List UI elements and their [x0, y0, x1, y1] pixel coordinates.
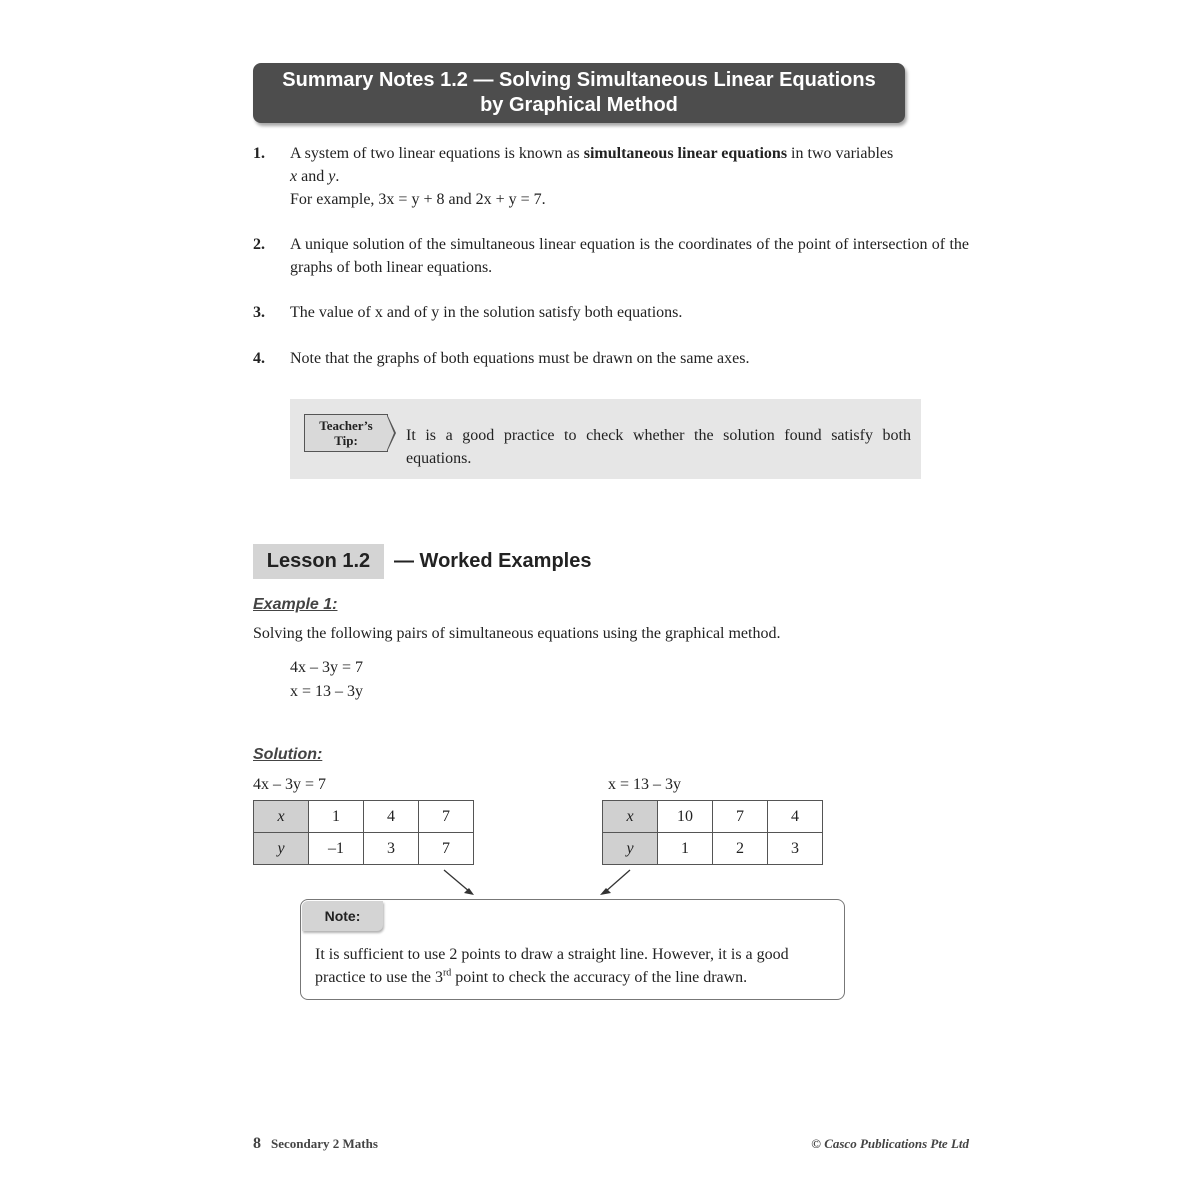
note-item-1	[253, 142, 969, 211]
note-text: .	[335, 168, 340, 185]
table-cell: 1	[658, 833, 713, 865]
table-cell: 7	[419, 833, 474, 865]
note-text: A system of two linear equations is known as	[290, 145, 584, 162]
table-row	[254, 833, 474, 865]
table-row	[603, 833, 823, 865]
note-bold-term: simultaneous linear equations	[583, 145, 788, 162]
book-title: Secondary 2 Maths	[271, 1136, 378, 1151]
variable-x: x	[290, 168, 298, 185]
table-cell: 4	[768, 801, 823, 833]
table-2-caption: x = 13 – 3y	[608, 776, 682, 793]
note-superscript: rd	[442, 967, 452, 979]
example-equation-1: 4x – 3y = 7	[290, 659, 364, 676]
note-text-part: point to check the accuracy of the line drawn.	[451, 969, 748, 986]
table-cell: 10	[658, 801, 713, 833]
note-number: 3.	[253, 304, 265, 321]
teachers-tip-label	[304, 414, 388, 452]
note-item-3	[253, 301, 969, 324]
table-cell: 1	[309, 801, 364, 833]
title-line-2: by Graphical Method	[480, 94, 678, 116]
footer-copyright: © Casco Publications Pte Ltd	[811, 1136, 969, 1151]
note-label: Note:	[302, 901, 383, 931]
tip-label-line-1: Teacher’s	[319, 418, 373, 433]
note-body	[290, 142, 969, 211]
title-line-1: Summary Notes 1.2 — Solving Simultaneous Linear Equations	[282, 69, 876, 91]
variable-y: y	[328, 168, 336, 185]
table-row	[254, 801, 474, 833]
footer-left	[253, 1135, 378, 1153]
table-header-x: x	[603, 801, 658, 833]
table-cell: 3	[364, 833, 419, 865]
arrow-right-down-icon	[440, 866, 480, 900]
note-body: Note that the graphs of both equations must be drawn on the same axes.	[290, 350, 750, 367]
table-1-caption: 4x – 3y = 7	[253, 776, 327, 793]
table-header-x: x	[254, 801, 309, 833]
table-cell: 7	[713, 801, 768, 833]
teachers-tip-text: It is a good practice to check whether the solution found satisfy both equations.	[406, 427, 911, 467]
lesson-number: Lesson 1.2	[253, 544, 384, 579]
note-item-2	[253, 233, 969, 279]
summary-notes-title	[253, 63, 905, 123]
note-number: 4.	[253, 350, 265, 367]
note-example: For example, 3x = y + 8 and 2x + y = 7.	[290, 191, 546, 208]
table-cell: 3	[768, 833, 823, 865]
note-body: The value of x and of y in the solution satisfy both equations.	[290, 304, 683, 321]
page-number: 8	[253, 1135, 261, 1152]
arrow-left-down-icon	[596, 866, 636, 900]
table-cell: 4	[364, 801, 419, 833]
lesson-heading: — Worked Examples	[394, 550, 592, 572]
table-cell: 2	[713, 833, 768, 865]
note-number: 2.	[253, 236, 265, 253]
table-cell: –1	[309, 833, 364, 865]
values-table-2	[602, 800, 823, 865]
note-text-part: It is sufficient to use 2 points to draw a straight line. However, it is a good practice to use the 3	[315, 946, 789, 986]
tip-arrow-fill	[387, 416, 394, 450]
table-row	[603, 801, 823, 833]
note-item-4	[253, 347, 969, 370]
note-number: 1.	[253, 145, 265, 162]
table-cell: 7	[419, 801, 474, 833]
example-prompt: Solving the following pairs of simultaneous equations using the graphical method.	[253, 625, 781, 642]
example-equation-2: x = 13 – 3y	[290, 683, 364, 700]
solution-label: Solution:	[253, 746, 323, 763]
table-header-y: y	[254, 833, 309, 865]
note-text	[315, 943, 835, 989]
note-body: A unique solution of the simultaneous linear equation is the coordinates of the point of intersection of the graphs of both linear equations.	[290, 236, 969, 276]
tip-label-line-2: Tip:	[334, 433, 358, 448]
note-text: in two variables	[787, 145, 894, 162]
note-text: and	[297, 168, 329, 185]
table-header-y: y	[603, 833, 658, 865]
values-table-1	[253, 800, 474, 865]
example-label: Example 1:	[253, 596, 338, 613]
